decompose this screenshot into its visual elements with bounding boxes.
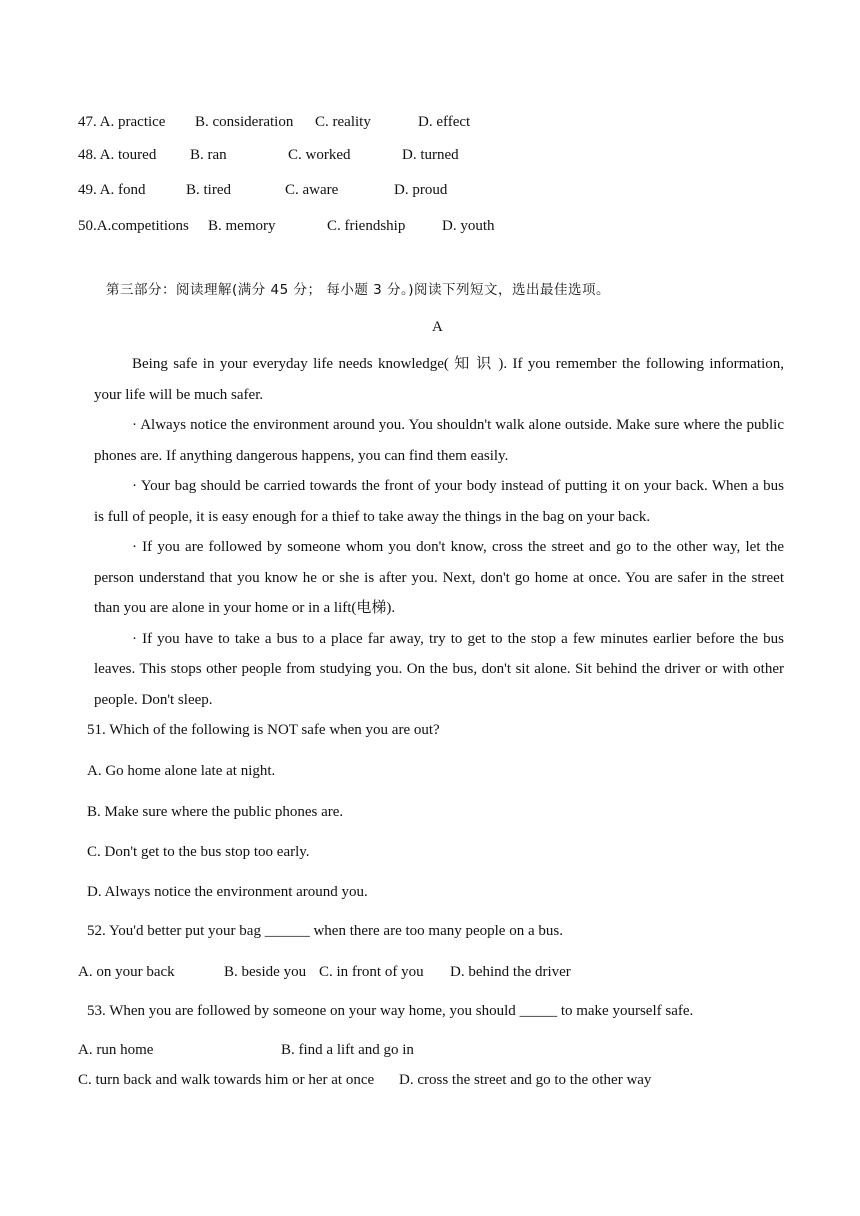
- option-50-a: 50.A.competitions: [78, 218, 189, 234]
- option-49-a: 49. A. fond: [78, 182, 146, 198]
- question-52-option-b: B. beside you: [224, 964, 307, 980]
- question-53-stem-before: 53. When you are followed by someone on your way home, you should: [87, 1003, 520, 1019]
- option-47-a: 47. A. practice: [78, 114, 166, 130]
- option-47-c: C. reality: [315, 114, 371, 130]
- paragraph-tip-1: · Always notice the environment around you. You shouldn't walk alone outside. Make sure where the public phones are. If anything dangerous happens, you can find them easily.: [94, 417, 784, 464]
- option-47-b: B. consideration: [195, 114, 294, 130]
- option-50-c: C. friendship: [327, 218, 406, 234]
- option-49-b: B. tired: [186, 182, 231, 198]
- passage-body: [94, 349, 784, 715]
- question-51-option-c: C. Don't get to the bus stop too early.: [87, 844, 310, 860]
- question-51-stem: 51. Which of the following is NOT safe when you are out?: [87, 722, 440, 738]
- question-53-option-c: C. turn back and walk towards him or her at once: [78, 1072, 375, 1088]
- option-48-a: 48. A. toured: [78, 147, 157, 163]
- question-53-stem-after: to make yourself safe.: [557, 1003, 694, 1019]
- option-48-d: D. turned: [402, 147, 459, 163]
- question-52-option-c: C. in front of you: [319, 964, 424, 980]
- question-52-stem-after: when there are too many people on a bus.: [309, 923, 563, 939]
- passage-label: A: [432, 319, 443, 335]
- question-53-option-b: B. find a lift and go in: [281, 1042, 414, 1058]
- question-52-blank: ______: [264, 923, 310, 939]
- question-51-option-a: A. Go home alone late at night.: [87, 763, 276, 779]
- question-52-option-a: A. on your back: [78, 964, 175, 980]
- option-47-d: D. effect: [418, 114, 471, 130]
- question-52-stem-before: 52. You'd better put your bag: [87, 923, 265, 939]
- option-49-c: C. aware: [285, 182, 339, 198]
- option-50-d: D. youth: [442, 218, 495, 234]
- question-51-option-d: D. Always notice the environment around you.: [87, 884, 368, 900]
- option-49-d: D. proud: [394, 182, 448, 198]
- question-53-option-a: A. run home: [78, 1042, 154, 1058]
- question-53-stem: [87, 1002, 693, 1020]
- question-53-option-d: D. cross the street and go to the other way: [399, 1072, 652, 1088]
- question-53-blank: _____: [519, 1003, 558, 1019]
- option-48-b: B. ran: [190, 147, 227, 163]
- paragraph-tip-2: · Your bag should be carried towards the front of your body instead of putting it on your back. When a bus is full of people, it is easy enough for a thief to take away the things in the bag on your back.: [94, 478, 784, 525]
- option-50-b: B. memory: [208, 218, 276, 234]
- question-52-option-d: D. behind the driver: [450, 964, 571, 980]
- section-header: 第三部分：阅读理解(满分 45 分； 每小题 3 分。)阅读下列短文，选出最佳选项。: [106, 282, 611, 298]
- option-48-c: C. worked: [288, 147, 351, 163]
- paragraph-tip-4: · If you have to take a bus to a place far away, try to get to the stop a few minutes earlier before the bus leaves. This stops other people from studying you. On the bus, don't sit alone. Sit behind the driver or with other people. Don't sleep.: [94, 630, 784, 708]
- question-51-option-b: B. Make sure where the public phones are.: [87, 804, 344, 820]
- paragraph-intro: Being safe in your everyday life needs knowledge( 知 识 ). If you remember the following information, your life will be much safer.: [94, 356, 784, 403]
- question-52-stem: [87, 922, 563, 940]
- paragraph-tip-3: · If you are followed by someone whom you don't know, cross the street and go to the other way, let the person understand that you know he or she is after you. Next, don't go home at once. You are safer in the street than you are alone in your home or in a lift(电梯).: [94, 539, 784, 616]
